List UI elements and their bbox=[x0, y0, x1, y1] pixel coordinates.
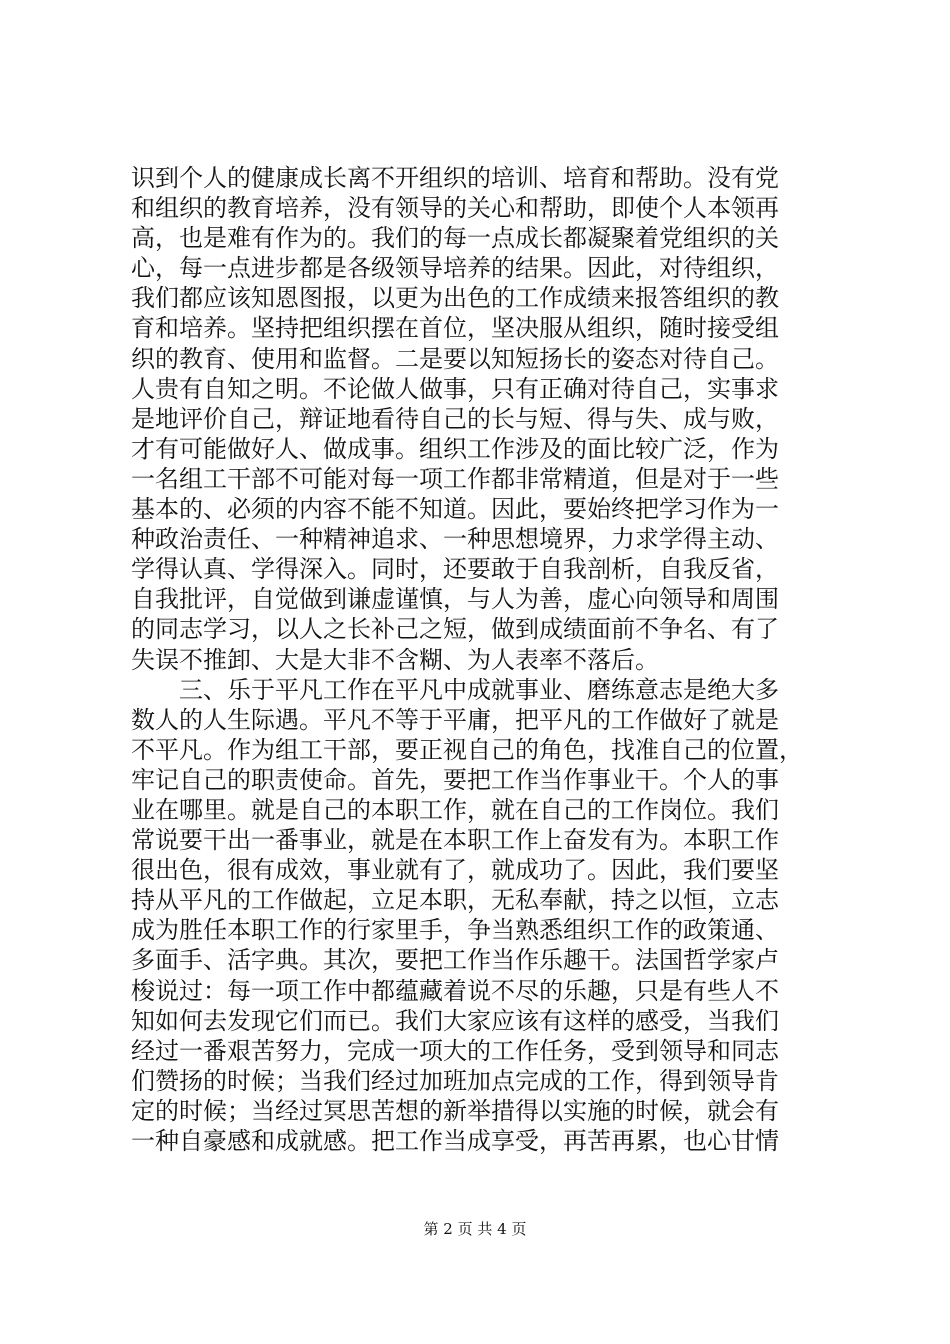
text-line: 识到个人的健康成长离不开组织的培训、培育和帮助。没有党 bbox=[131, 164, 779, 192]
page-number-footer: 第 2 页 共 4 页 bbox=[423, 1220, 527, 1238]
text-line: 种政治责任、一种精神追求、一种思想境界，力求学得主动、 bbox=[131, 525, 779, 554]
text-line: 常说要干出一番事业，就是在本职工作上奋发有为。本职工作 bbox=[131, 826, 779, 855]
text-line: 的同志学习，以人之长补己之短，做到成绩面前不争名、有了 bbox=[131, 615, 779, 644]
text-line: 学得认真、学得深入。同时，还要敢于自我剖析，自我反省， bbox=[131, 555, 779, 584]
text-line: 一名组工干部不可能对每一项工作都非常精道，但是对于一些 bbox=[131, 464, 779, 493]
text-line: 多面手、活字典。其次，要把工作当作乐趣干。法国哲学家卢 bbox=[131, 946, 779, 975]
text-line: 牢记自己的职责使命。首先，要把工作当作事业干。个人的事 bbox=[131, 765, 779, 794]
text-line: 持从平凡的工作做起，立足本职，无私奉献，持之以恒，立志 bbox=[131, 886, 779, 915]
text-line: 基本的、必须的内容不能不知道。因此，要始终把学习作为一 bbox=[131, 495, 779, 524]
text-line: 三、乐于平凡工作在平凡中成就事业、磨练意志是绝大多 bbox=[131, 675, 779, 704]
text-line: 一种自豪感和成就感。把工作当成享受，再苦再累，也心甘情 bbox=[131, 1127, 779, 1155]
text-line: 人贵有自知之明。不论做人做事，只有正确对待自己，实事求 bbox=[131, 374, 779, 403]
body-text bbox=[131, 163, 831, 1156]
text-line: 成为胜任本职工作的行家里手，争当熟悉组织工作的政策通、 bbox=[131, 916, 779, 945]
text-line: 我们都应该知恩图报，以更为出色的工作成绩来报答组织的教 bbox=[131, 284, 779, 313]
text-line: 定的时候；当经过冥思苦想的新举措得以实施的时候，就会有 bbox=[131, 1096, 779, 1125]
text-line: 是地评价自己，辩证地看待自己的长与短、得与失、成与败， bbox=[131, 404, 779, 433]
text-line: 才有可能做好人、做成事。组织工作涉及的面比较广泛，作为 bbox=[131, 434, 779, 463]
text-line: 失误不推卸、大是大非不含糊、为人表率不落后。 bbox=[131, 645, 659, 674]
text-line: 们赞扬的时候；当我们经过加班加点完成的工作，得到领导肯 bbox=[131, 1066, 779, 1095]
text-line: 梭说过：每一项工作中都蕴藏着说不尽的乐趣，只是有些人不 bbox=[131, 976, 779, 1005]
text-line: 高，也是难有作为的。我们的每一点成长都凝聚着党组织的关 bbox=[131, 224, 779, 253]
text-line: 数人的人生际遇。平凡不等于平庸，把平凡的工作做好了就是 bbox=[131, 705, 779, 734]
text-line: 知如何去发现它们而已。我们大家应该有这样的感受，当我们 bbox=[131, 1006, 779, 1035]
text-line: 自我批评，自觉做到谦虚谨慎，与人为善，虚心向领导和周围 bbox=[131, 585, 779, 614]
text-line: 很出色，很有成效，事业就有了，就成功了。因此，我们要坚 bbox=[131, 856, 779, 885]
text-line: 不平凡。作为组工干部，要正视自己的角色，找准自己的位置， bbox=[131, 735, 803, 764]
text-line: 业在哪里。就是自己的本职工作，就在自己的工作岗位。我们 bbox=[131, 795, 779, 824]
text-line: 和组织的教育培养，没有领导的关心和帮助，即使个人本领再 bbox=[131, 194, 779, 223]
text-line: 织的教育、使用和监督。二是要以知短扬长的姿态对待自己。 bbox=[131, 344, 779, 373]
text-line: 育和培养。坚持把组织摆在首位，坚决服从组织，随时接受组 bbox=[131, 314, 779, 343]
text-line: 心，每一点进步都是各级领导培养的结果。因此，对待组织， bbox=[131, 254, 779, 283]
text-line: 经过一番艰苦努力，完成一项大的工作任务，受到领导和同志 bbox=[131, 1036, 779, 1065]
